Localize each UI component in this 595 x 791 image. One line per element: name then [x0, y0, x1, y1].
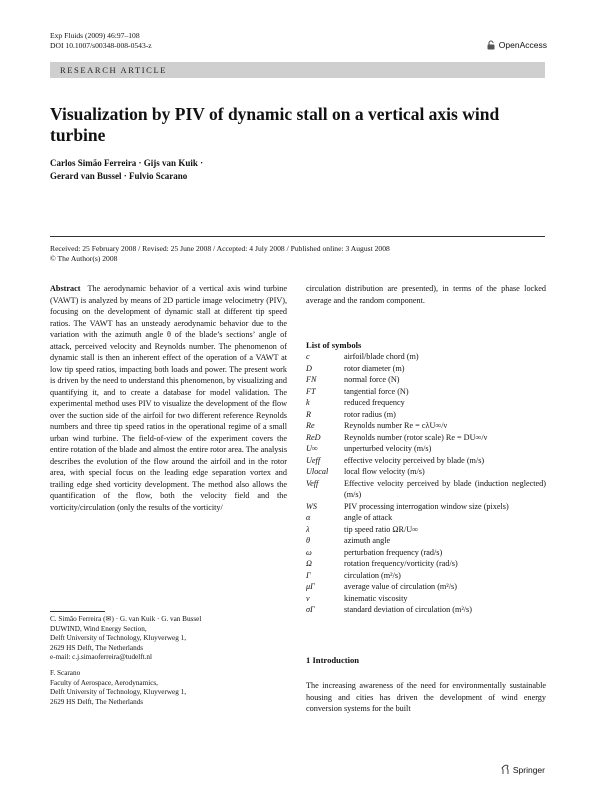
- symbol-row: [306, 363, 546, 375]
- symbol: α: [306, 513, 311, 522]
- affiliation-email[interactable]: e-mail: c.j.simaoferreira@tudelft.nl: [50, 653, 153, 662]
- symbol: k: [306, 398, 310, 407]
- symbol-description: rotation frequency/vorticity (rad/s): [344, 559, 458, 568]
- symbol-row: [306, 547, 546, 559]
- symbol-row: [306, 420, 546, 432]
- symbol: R: [306, 409, 312, 419]
- symbol-description: azimuth angle: [344, 536, 391, 545]
- symbol-row: [306, 478, 546, 501]
- symbol: FN: [306, 375, 317, 384]
- symbol-description: circulation (m²/s): [344, 570, 401, 580]
- symbol-row: [306, 374, 546, 386]
- symbol-description: Reynolds number Re = cλU∞/ν: [344, 421, 448, 430]
- symbol-description: effective velocity perceived by blade (m/s): [344, 455, 485, 465]
- symbol: Γ: [306, 570, 311, 580]
- symbol: λ: [306, 524, 310, 534]
- symbol-description: perturbation frequency (rad/s): [344, 547, 443, 557]
- author-list: [50, 157, 350, 183]
- symbol-description: reduced frequency: [344, 398, 405, 407]
- symbol-row: [306, 386, 546, 398]
- symbol-row: [306, 466, 546, 478]
- dates-line: Received: 25 February 2008 / Revised: 25 June 2008 / Accepted: 4 July 2008 / Published online: 3 August 2008: [50, 244, 390, 253]
- affiliation2-author: F. Scarano: [50, 669, 81, 677]
- symbol-description: standard deviation of circulation (m²/s): [344, 605, 472, 614]
- symbol-description: unperturbed velocity (m/s): [344, 444, 432, 453]
- publisher-name: Springer: [512, 764, 545, 775]
- introduction-heading: 1 Introduction: [306, 655, 360, 665]
- article-type-band: [50, 62, 545, 78]
- journal-citation: [50, 31, 152, 51]
- doi: DOI 10.1007/s00348-008-0543-z: [50, 41, 152, 50]
- abstract: [50, 283, 287, 513]
- symbol: U∞: [306, 444, 318, 453]
- affiliation-university: Delft University of Technology, Kluyverweg 1,: [50, 634, 187, 643]
- symbol-description: average value of circulation (m²/s): [344, 582, 457, 591]
- symbol: Ω: [306, 559, 312, 568]
- open-access-lock-icon: [486, 40, 496, 50]
- symbol-row: [306, 558, 546, 570]
- symbol-row: [306, 501, 546, 513]
- symbols-table: [306, 351, 546, 616]
- symbol-row: [306, 512, 546, 524]
- authors-line-1: Carlos Simão Ferreira · Gijs van Kuik ·: [50, 158, 204, 168]
- open-access-label: OpenAccess: [498, 40, 547, 50]
- symbol-description: Effective velocity perceived by blade (induction neglected) (m/s): [344, 478, 546, 499]
- symbol-row: [306, 570, 546, 582]
- symbol: FT: [306, 386, 316, 396]
- symbol: Veff: [306, 478, 319, 488]
- abstract-text: The aerodynamic behavior of a vertical axis wind turbine (VAWT) is analyzed by means of 2D particle image velocimetry (PIV), focusing on the development of dynamic stall at different tip speed ratios. The VAWT has an unsteady aerodynamic behavior due to the variation with the azimuth angle θ of the blade’s sections’ angle of attack, perceived velocity and Reynolds number. The phenomenon of dynamic stall is then an inherent effect of the operation of a VAWT at low tip speed ratios, impacting both loads and power. The present work is driven by the need to understand this phenomenon, by visualizing and quantifying it, and to create a database for model validation. The experimental method uses PIV to visualize the development of the flow over the suction side of the airfoil for two different reference Reynolds numbers and three tip speed ratios in the operational regime of a small urban wind turbine. The field-of-view of the experiment covers the entire rotation of the blade and almost the entire rotor area. The analysis describes the evolution of the flow around the airfoil and in the rotor area, with special focus on the leading edge separation vortex and trailing edge shed vorticity development. The method also allows the quantification of the flow, both the velocity field and the vorticity/circulation (only the results of the vorticity/: [50, 284, 287, 512]
- symbol: ν: [306, 593, 310, 603]
- symbol-row: [306, 409, 546, 421]
- symbol-row: [306, 397, 546, 409]
- affiliation2-university: Delft University of Technology, Kluyverweg 1,: [50, 688, 187, 697]
- abstract-continued: circulation distribution are presented), in terms of the phase locked average and the random component.: [306, 284, 546, 305]
- symbol: Re: [306, 421, 315, 430]
- affiliation2-city: 2629 HS Delft, The Netherlands: [50, 697, 144, 706]
- header-divider: [50, 236, 545, 237]
- symbol-row: [306, 524, 546, 536]
- symbol: c: [306, 352, 310, 361]
- symbol-row: [306, 455, 546, 467]
- affiliation-dept: DUWIND, Wind Energy Section,: [50, 624, 147, 633]
- symbol: D: [306, 363, 312, 373]
- symbol-description: rotor diameter (m): [344, 363, 405, 373]
- publisher-logo: [501, 764, 545, 775]
- symbol: Ulocal: [306, 467, 329, 476]
- symbol: σΓ: [306, 605, 315, 614]
- publication-history: [50, 244, 390, 263]
- symbol-row: [306, 351, 546, 363]
- affiliation-block-2: [50, 669, 287, 707]
- copyright-line: © The Author(s) 2008: [50, 253, 118, 263]
- footnote-divider: [50, 611, 105, 612]
- authors-line-2: Gerard van Bussel · Fulvio Scarano: [50, 171, 188, 181]
- symbol-description: local flow velocity (m/s): [344, 467, 425, 476]
- open-access-badge[interactable]: [486, 40, 547, 50]
- affiliation2-dept: Faculty of Aerospace, Aerodynamics,: [50, 678, 158, 687]
- symbol-description: angle of attack: [344, 513, 393, 522]
- symbol-description: Reynolds number (rotor scale) Re = DU∞/ν: [344, 432, 488, 442]
- symbol-row: [306, 432, 546, 444]
- symbol-description: PIV processing interrogation window size (pixels): [344, 501, 509, 511]
- symbol: θ: [306, 536, 311, 545]
- springer-horse-icon: [501, 764, 510, 775]
- affiliation-authors: C. Simão Ferreira (✉) · G. van Kuik · G. van Bussel: [50, 615, 202, 623]
- symbol-description: rotor radius (m): [344, 409, 396, 419]
- journal-volume: Exp Fluids (2009) 46:97–108: [50, 31, 140, 40]
- introduction-text: The increasing awareness of the need for environmentally sustainable housing and cities has driven the development of wind energy conversion systems for the built: [306, 681, 546, 713]
- symbol: Ueff: [306, 455, 321, 465]
- affiliation-city: 2629 HS Delft, The Netherlands: [50, 643, 144, 652]
- symbol-row: [306, 604, 546, 616]
- symbol-description: airfoil/blade chord (m): [344, 352, 419, 361]
- symbol-description: tangential force (N): [344, 386, 409, 396]
- symbol: ReD: [306, 432, 321, 442]
- paper-title: Visualization by PIV of dynamic stall on a vertical axis wind turbine: [50, 104, 500, 145]
- symbol-row: [306, 593, 546, 605]
- symbol-row: [306, 581, 546, 593]
- symbol-row: [306, 443, 546, 455]
- affiliation-block-1: [50, 615, 287, 663]
- symbol-description: kinematic viscosity: [344, 593, 408, 603]
- article-type-label: RESEARCH ARTICLE: [60, 65, 168, 75]
- symbol: μΓ: [306, 582, 315, 591]
- symbol: ω: [306, 547, 312, 557]
- symbol-description: tip speed ratio ΩR/U∞: [344, 524, 418, 534]
- symbol-row: [306, 535, 546, 547]
- symbol: WS: [306, 501, 317, 511]
- symbols-heading: List of symbols: [306, 340, 362, 350]
- abstract-label: Abstract: [50, 284, 81, 293]
- symbol-description: normal force (N): [344, 375, 400, 384]
